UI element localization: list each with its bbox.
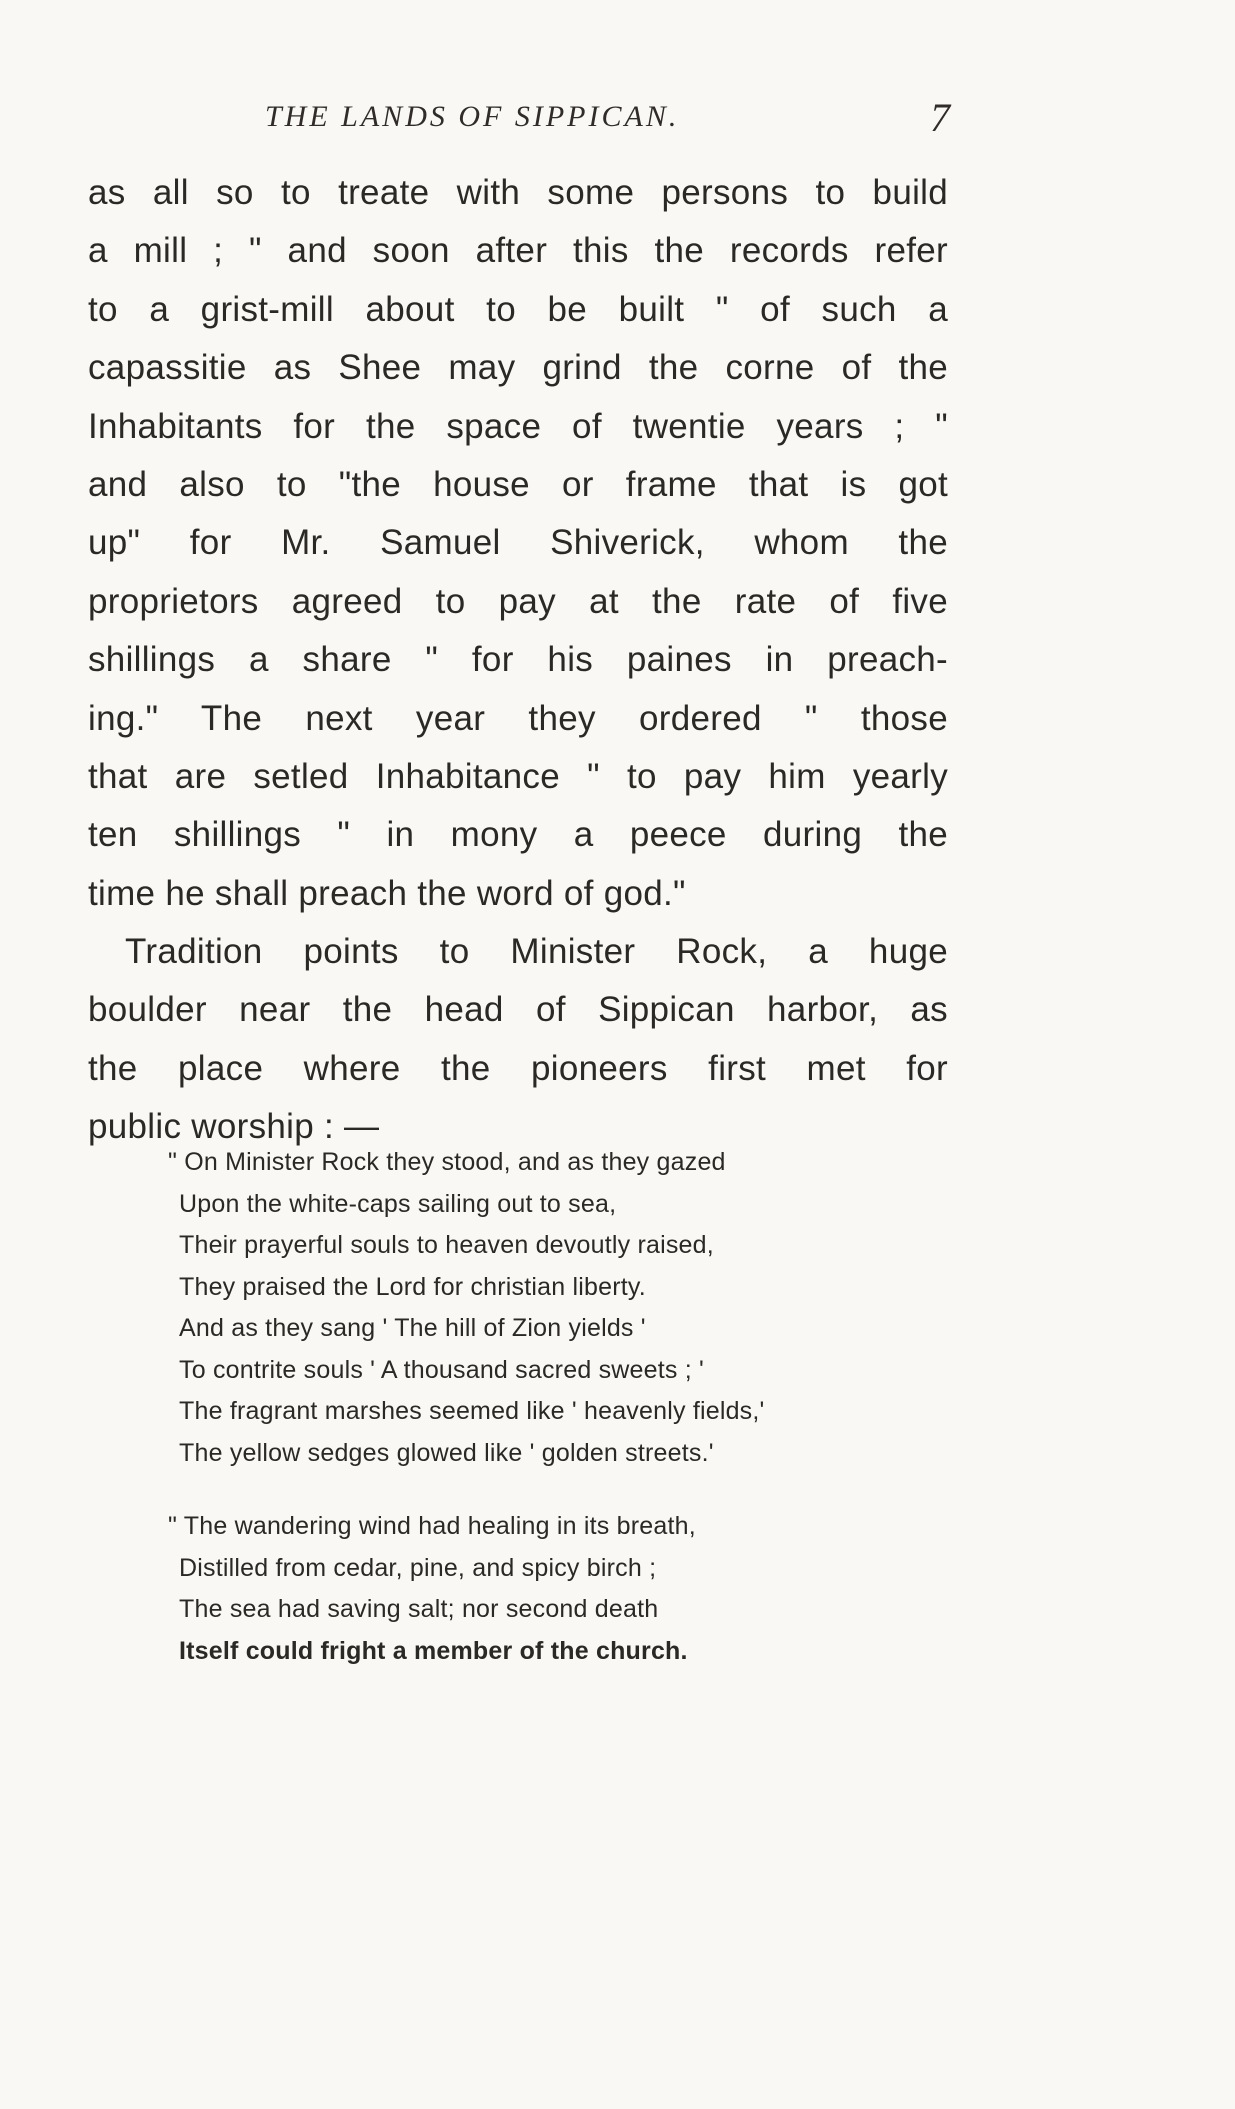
text-line: as all so to treate with some persons to build	[88, 173, 948, 212]
text-line: to a grist-mill about to be built " of such a	[88, 289, 948, 329]
poem-line: Their prayerful souls to heaven devoutly raised,	[179, 1231, 714, 1259]
poem-quotation	[168, 1142, 888, 1704]
text-line: a mill ; " and soon after this the records refer	[88, 231, 948, 271]
text-line: ing." The next year they ordered " those	[88, 698, 948, 738]
poem-line: And as they sang ' The hill of Zion yields '	[179, 1314, 646, 1342]
text-line: and also to "the house or frame that is got	[88, 464, 948, 504]
poem-stanza	[168, 1506, 888, 1672]
poem-line: The fragrant marshes seemed like ' heavenly fields,'	[179, 1397, 765, 1425]
text-line: capassitie as Shee may grind the corne of the	[88, 348, 948, 388]
body-text	[88, 164, 948, 1157]
running-title: THE LANDS OF SIPPICAN.	[265, 100, 680, 133]
poem-line: " The wandering wind had healing in its breath,	[168, 1512, 696, 1540]
text-line: that are setled Inhabitance " to pay him yearly	[88, 756, 948, 796]
text-line: shillings a share " for his paines in preach-	[88, 640, 948, 680]
poem-line: They praised the Lord for christian liberty.	[179, 1272, 646, 1301]
poem-line: Upon the white-caps sailing out to sea,	[179, 1189, 617, 1218]
poem-line: The sea had saving salt; nor second death	[179, 1595, 659, 1623]
page-number: 7	[930, 95, 950, 140]
poem-line: " On Minister Rock they stood, and as they gazed	[168, 1148, 726, 1176]
poem-line: To contrite souls ' A thousand sacred sweets ; '	[179, 1355, 704, 1384]
text-line: public worship : —	[88, 1107, 380, 1147]
text-line: up" for Mr. Samuel Shiverick, whom the	[88, 523, 948, 563]
text-line: boulder near the head of Sippican harbor, as	[88, 990, 948, 1030]
running-head	[0, 70, 1235, 140]
text-line: Tradition points to Minister Rock, a huge	[125, 932, 948, 972]
poem-stanza	[168, 1142, 888, 1474]
poem-line: Distilled from cedar, pine, and spicy birch ;	[179, 1553, 657, 1582]
poem-line: Itself could fright a member of the church.	[179, 1636, 688, 1665]
text-line: the place where the pioneers first met for	[88, 1048, 948, 1088]
text-line: Inhabitants for the space of twentie years ; "	[88, 406, 948, 446]
text-line: ten shillings " in mony a peece during the	[88, 815, 948, 855]
text-line: proprietors agreed to pay at the rate of five	[88, 581, 948, 621]
poem-line: The yellow sedges glowed like ' golden streets.'	[179, 1438, 714, 1467]
text-line: time he shall preach the word of god."	[88, 873, 686, 913]
